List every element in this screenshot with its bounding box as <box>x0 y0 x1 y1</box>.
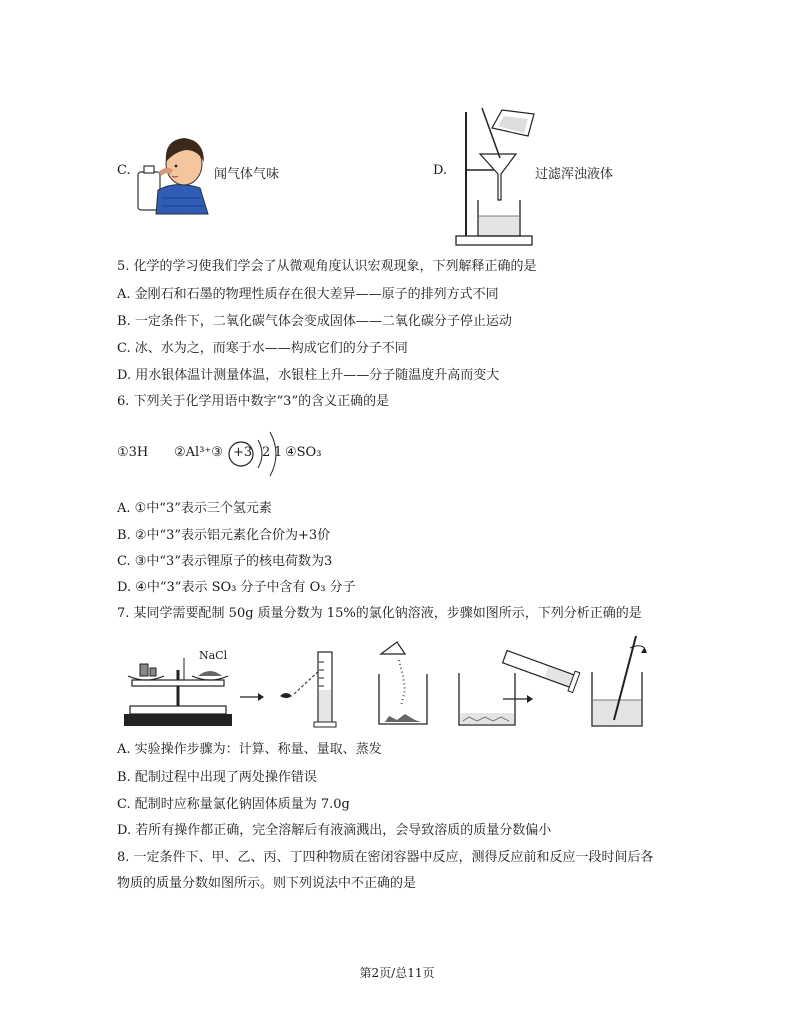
shell-1-electrons: 2 <box>262 445 271 460</box>
option-d-caption: 过滤浑浊液体 <box>535 167 614 182</box>
question-8-stem-line-1: 8. 一定条件下、甲、乙、丙、丁四种物质在密闭容器中反应，测得反应前和反应一段时间后各 <box>117 850 654 865</box>
symbol-1: ①3H <box>117 445 149 460</box>
option-c-label: C. <box>117 163 131 178</box>
question-5-option-c: C. 冰、水为之，而寒于水——构成它们的分子不同 <box>117 341 408 356</box>
shell-2-electrons: 1 <box>274 445 283 460</box>
option-c-caption: 闻气体气味 <box>214 167 280 182</box>
pour-solid-illustration <box>375 640 431 728</box>
question-6-stem: 6. 下列关于化学用语中数字“3”的含义正确的是 <box>117 394 390 409</box>
question-5-option-a: A. 金刚石和石墨的物理性质存在很大差异——原子的排列方式不同 <box>117 287 499 302</box>
graduated-cylinder-illustration <box>272 650 342 730</box>
question-6-option-c: C. ③中“3”表示锂原子的核电荷数为3 <box>117 554 333 569</box>
question-6-option-d: D. ④中“3”表示 SO₃ 分子中含有 O₃ 分子 <box>117 580 356 595</box>
filtration-apparatus-illustration <box>454 104 534 248</box>
symbol-4: ④SO₃ <box>285 445 322 460</box>
nucleus-charge: +3 <box>233 445 253 460</box>
person-smelling-gas-illustration <box>136 128 212 214</box>
question-6-option-a: A. ①中“3”表示三个氢元素 <box>117 501 272 516</box>
question-7-stem: 7. 某同学需要配制 50g 质量分数为 15%的氯化钠溶液，步骤如图所示，下列分析正确的是 <box>117 606 642 621</box>
symbol-2: ②Al³⁺③ <box>174 445 223 460</box>
option-d-label: D. <box>433 163 448 178</box>
pour-liquid-illustration <box>455 655 585 727</box>
balance-label-nacl: NaCl <box>199 649 228 662</box>
question-7-option-d: D. 若所有操作都正确，完全溶解后有液滴溅出，会导致溶质的质量分数偏小 <box>117 823 552 838</box>
question-5-stem: 5. 化学的学习使我们学会了从微观角度认识宏观现象，下列解释正确的是 <box>117 259 537 274</box>
step-arrow <box>240 692 264 702</box>
question-7-option-a: A. 实验操作步骤为：计算、称量、量取、蒸发 <box>117 742 382 757</box>
question-5-option-b: B. 一定条件下，二氧化碳气体会变成固体——二氧化碳分子停止运动 <box>117 314 512 329</box>
question-7-option-b: B. 配制过程中出现了两处操作错误 <box>117 770 317 785</box>
stirring-illustration <box>588 632 650 730</box>
question-6-option-b: B. ②中“3”表示铝元素化合价为+3价 <box>117 528 331 543</box>
question-7-option-c: C. 配制时应称量氯化钠固体质量为 7.0g <box>117 797 350 812</box>
page-footer: 第2页/总11页 <box>359 966 435 980</box>
question-8-stem-line-2: 物质的质量分数如图所示。则下列说法中不正确的是 <box>117 876 417 891</box>
question-5-option-d: D. 用水银体温计测量体温，水银柱上升——分子随温度升高而变大 <box>117 368 500 383</box>
